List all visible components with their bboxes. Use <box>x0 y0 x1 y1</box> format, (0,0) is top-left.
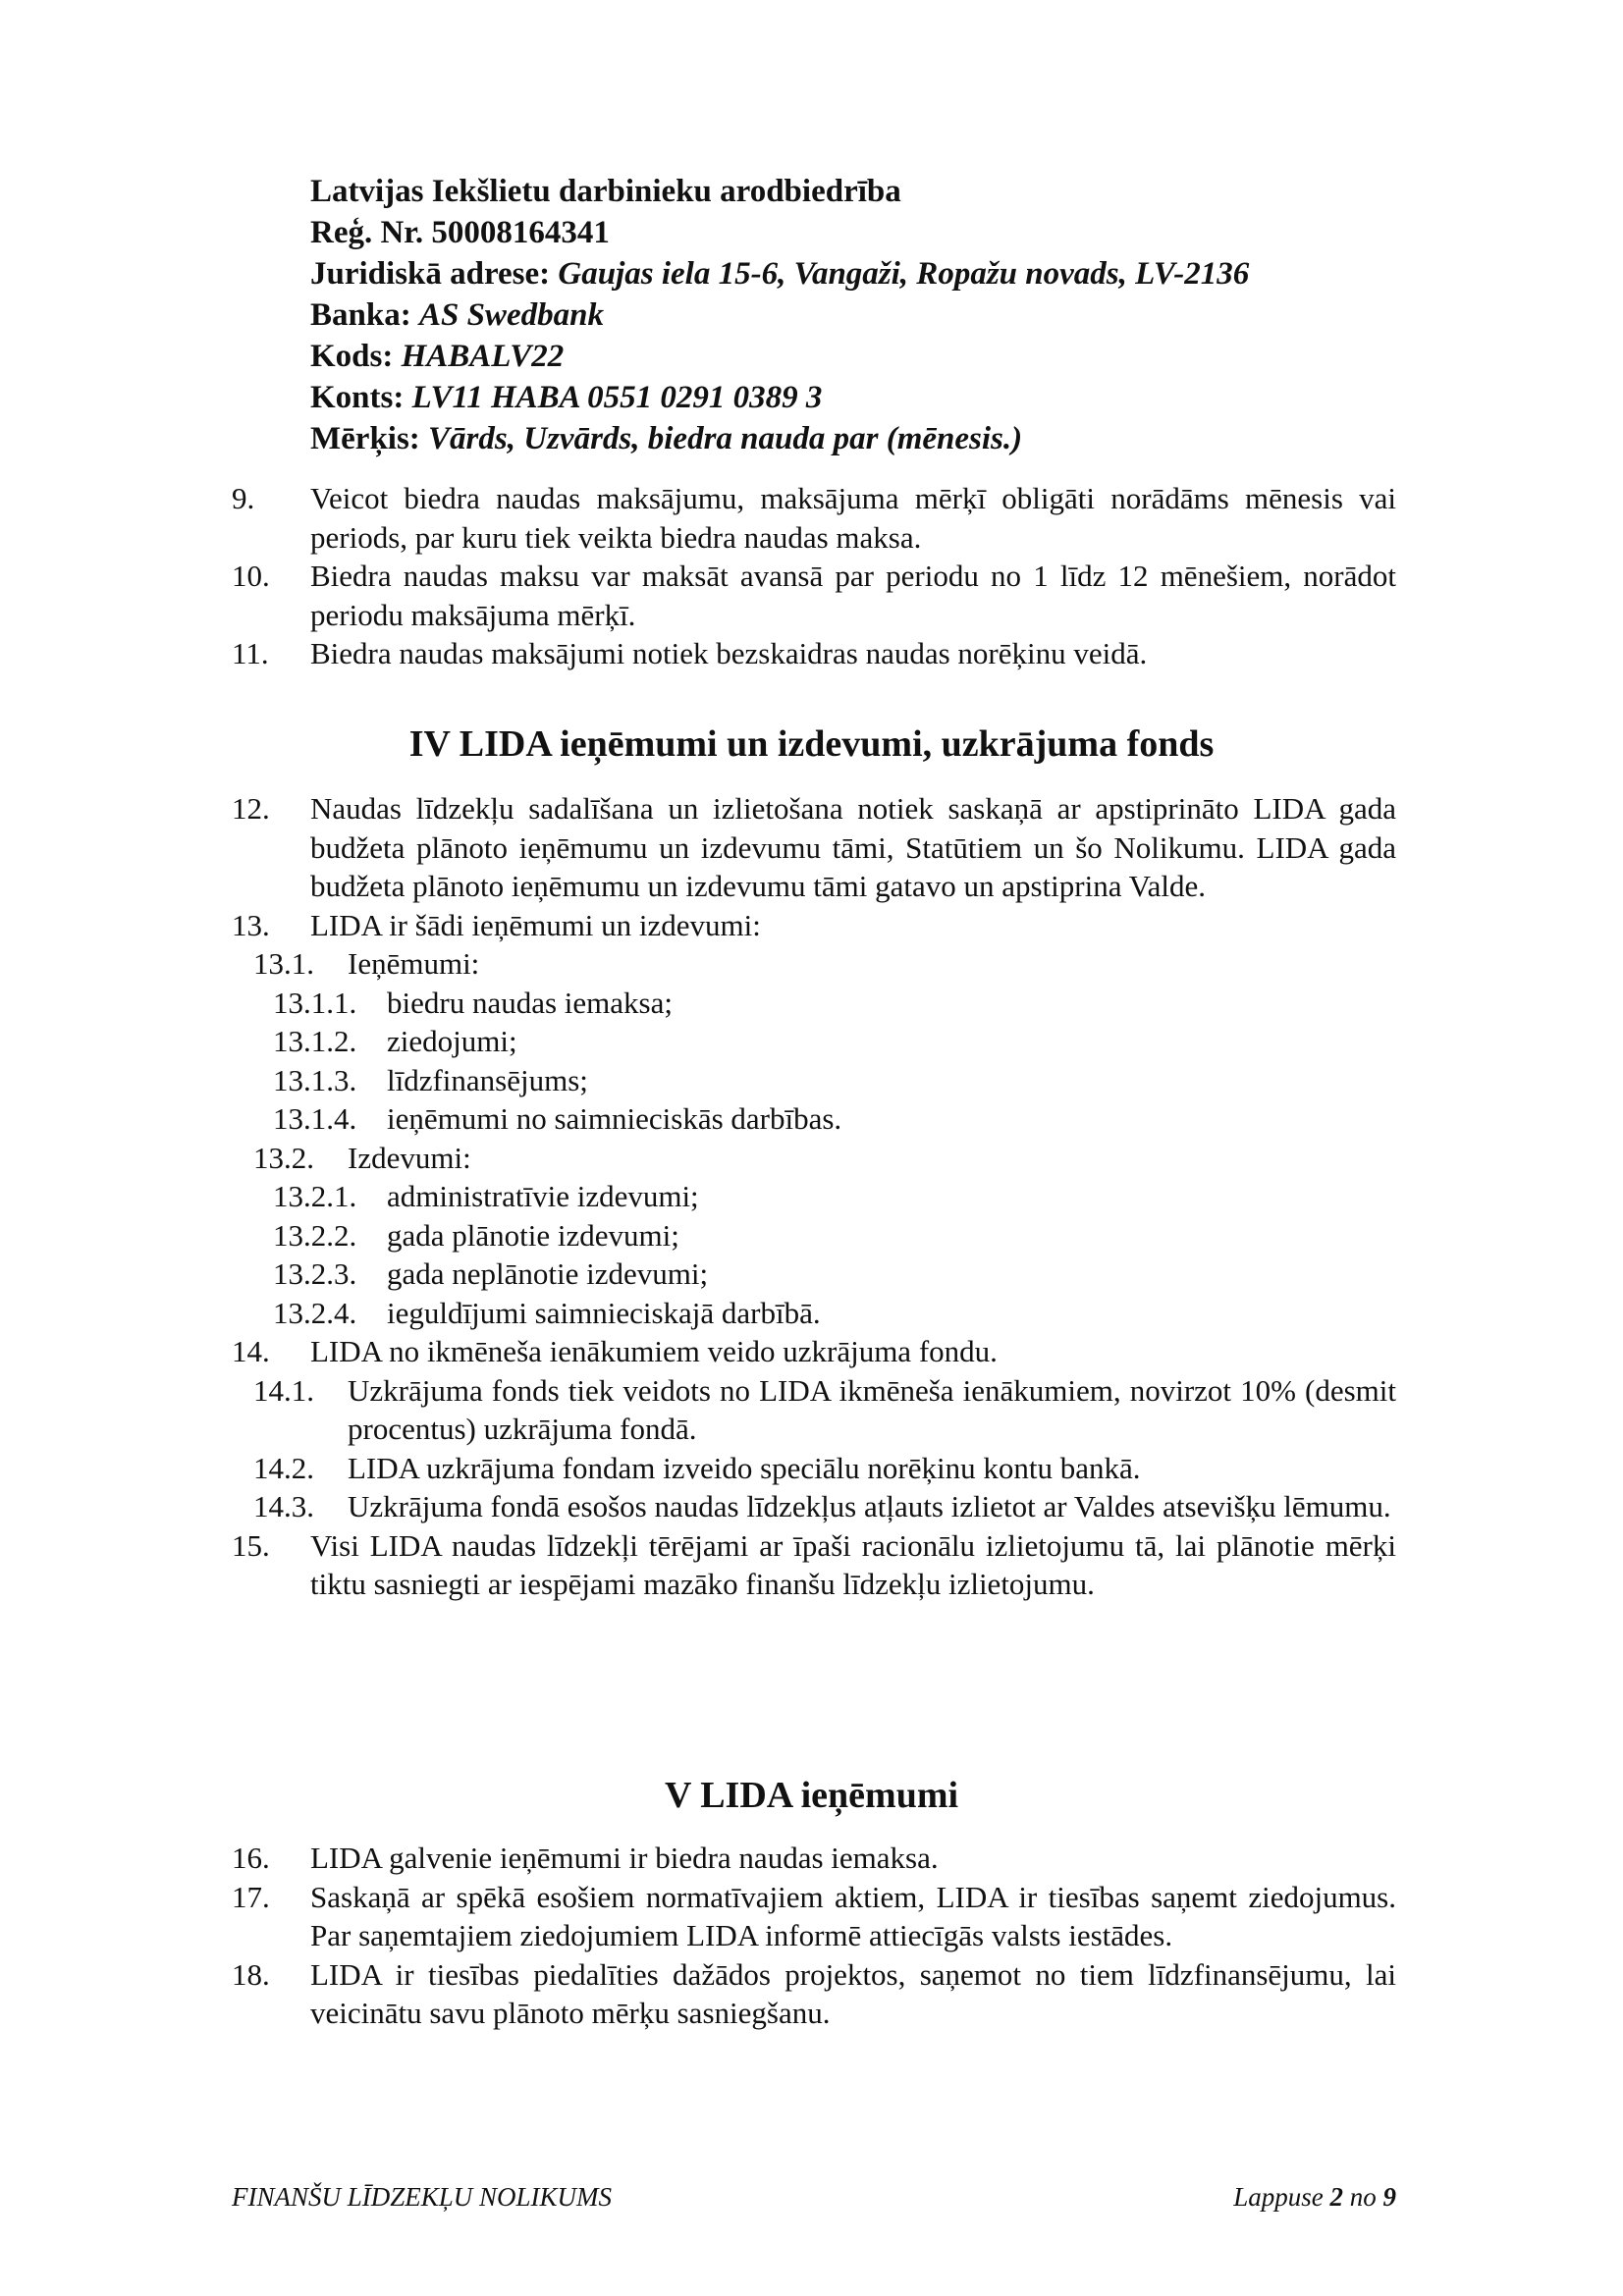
org-payment-purpose <box>310 418 1249 459</box>
org-account <box>310 377 1249 418</box>
clause-subsubitem <box>232 984 1396 1023</box>
clause-text: Uzkrājuma fonds tiek veidots no LIDA ikmēneša ienākumiem, novirzot 10% (desmit procentus) uzkrājuma fondā. <box>348 1372 1396 1446</box>
clause-item <box>232 479 1396 557</box>
clause-number: 13.2.3. <box>273 1256 357 1291</box>
bank-value: AS Swedbank <box>418 297 604 333</box>
page-total: 9 <box>1382 2182 1396 2212</box>
clause-text: LIDA galvenie ieņēmumi ir biedra naudas iemaksa. <box>310 1841 939 1875</box>
clause-text: ziedojumi; <box>387 1024 517 1058</box>
clause-text: Ieņēmumi: <box>348 946 480 981</box>
org-name: Latvijas Iekšlietu darbinieku arodbiedrība <box>310 174 901 209</box>
clause-number: 14. <box>232 1334 270 1368</box>
clause-subitem <box>232 944 1396 984</box>
org-bank-code <box>310 336 1249 377</box>
org-address <box>310 253 1249 294</box>
clause-number: 13.1.3. <box>273 1062 357 1097</box>
clause-subsubitem <box>232 1099 1396 1139</box>
address-label: Juridiskā adrese: <box>310 256 551 292</box>
section-heading-v: V LIDA ieņēmumi <box>664 1775 959 1816</box>
clause-list-membership-fee <box>232 479 1396 673</box>
address-value: Gaujas iela 15-6, Vangaži, Ropažu novads, LV-2136 <box>558 256 1250 292</box>
clause-number: 14.3. <box>253 1489 314 1523</box>
clause-number: 13.1.2. <box>273 1024 357 1058</box>
clause-text: LIDA ir tiesības piedalīties dažādos projektos, saņemot no tiem līdzfinansējumu, lai veicinātu savu plānoto mērķu sasniegšanu. <box>310 1956 1396 2030</box>
clause-item <box>232 906 1396 945</box>
bank-label: Banka: <box>310 297 411 333</box>
page-current: 2 <box>1329 2182 1343 2212</box>
clause-number: 17. <box>232 1879 270 1914</box>
clause-text: līdzfinansējums; <box>387 1062 588 1097</box>
clause-subsubitem <box>232 1177 1396 1216</box>
purpose-label: Mērķis: <box>310 421 420 456</box>
clause-text: Veicot biedra naudas maksājumu, maksājuma mērķī obligāti norādāms mēnesis vai periods, par kuru tiek veikta biedra naudas maksa. <box>310 481 1396 555</box>
clause-subsubitem <box>232 1294 1396 1333</box>
account-value: LV11 HABA 0551 0291 0389 3 <box>411 380 823 415</box>
clause-number: 18. <box>232 1956 270 1992</box>
clause-number: 9. <box>232 481 255 515</box>
clause-number: 11. <box>232 636 269 670</box>
clause-text: LIDA no ikmēneša ienākumiem veido uzkrājuma fondu. <box>310 1334 998 1368</box>
clause-text: Biedra naudas maksājumi notiek bezskaidras naudas norēķinu veidā. <box>310 636 1148 670</box>
clause-text: ieņēmumi no saimnieciskās darbības. <box>387 1101 842 1136</box>
clause-subsubitem <box>232 1061 1396 1100</box>
account-label: Konts: <box>310 380 405 415</box>
clause-item <box>232 1332 1396 1371</box>
clause-text: Uzkrājuma fondā esošos naudas līdzekļus atļauts izlietot ar Valdes atsevišķu lēmumu. <box>348 1489 1391 1523</box>
footer-document-title: FINANŠU LĪDZEKĻU NOLIKUMS <box>232 2182 613 2212</box>
purpose-value: Vārds, Uzvārds, biedra nauda par (mēnesis.) <box>428 421 1023 456</box>
clause-number: 13.2.4. <box>273 1295 357 1330</box>
clause-item <box>232 1878 1396 1955</box>
clause-text: LIDA uzkrājuma fondam izveido speciālu norēķinu kontu bankā. <box>348 1450 1141 1485</box>
clause-number: 14.1. <box>253 1372 314 1408</box>
clause-text: administratīvie izdevumi; <box>387 1179 699 1213</box>
clause-number: 13. <box>232 907 270 942</box>
clause-text: LIDA ir šādi ieņēmumi un izdevumi: <box>310 907 761 942</box>
clause-item <box>232 634 1396 673</box>
clause-text: Izdevumi: <box>348 1140 471 1175</box>
clause-number: 13.1. <box>253 946 314 981</box>
clause-text: biedru naudas iemaksa; <box>387 985 673 1020</box>
clause-subsubitem <box>232 1255 1396 1294</box>
clause-number: 13.2.1. <box>273 1179 357 1213</box>
section-heading-iv: IV LIDA ieņēmumi un izdevumi, uzkrājuma fonds <box>408 723 1215 765</box>
org-registration-number: Reģ. Nr. 50008164341 <box>310 215 610 250</box>
clause-subitem <box>232 1371 1396 1449</box>
clause-number: 13.1.1. <box>273 985 357 1020</box>
clause-text: gada neplānotie izdevumi; <box>387 1256 709 1291</box>
footer-page-number <box>1233 2181 1396 2213</box>
clause-text: ieguldījumi saimnieciskajā darbībā. <box>387 1295 821 1330</box>
clause-item <box>232 1839 1396 1878</box>
clause-item <box>232 557 1396 634</box>
clause-number: 14.2. <box>253 1450 314 1485</box>
clause-item <box>232 1526 1396 1604</box>
clause-number: 13.1.4. <box>273 1101 357 1136</box>
clause-subitem <box>232 1139 1396 1178</box>
clause-text: gada plānotie izdevumi; <box>387 1217 679 1253</box>
clause-number: 15. <box>232 1527 270 1563</box>
page-word: Lappuse <box>1233 2182 1324 2212</box>
code-label: Kods: <box>310 339 394 374</box>
clause-text: Biedra naudas maksu var maksāt avansā par periodu no 1 līdz 12 mēnešiem, norādot periodu maksājuma mērķī. <box>310 559 1396 632</box>
clause-subsubitem <box>232 1022 1396 1061</box>
clause-number: 12. <box>232 791 270 826</box>
clause-text: Saskaņā ar spēkā esošiem normatīvajiem aktiem, LIDA ir tiesības saņemt ziedojumus. Par saņemtajiem ziedojumiem LIDA informē attiecīgās valsts iestādes. <box>310 1879 1396 1952</box>
clause-number: 10. <box>232 559 270 593</box>
clause-subitem <box>232 1449 1396 1488</box>
clause-list-income <box>232 1839 1396 2033</box>
page-of: no <box>1349 2182 1377 2212</box>
clause-item <box>232 789 1396 906</box>
code-value: HABALV22 <box>401 339 565 374</box>
organization-info-block <box>310 171 1249 459</box>
clause-number: 13.2.2. <box>273 1217 357 1253</box>
clause-subitem <box>232 1487 1396 1526</box>
clause-text: Visi LIDA naudas līdzekļi tērējami ar īpaši racionālu izlietojumu tā, lai plānotie mērķi tiktu sasniegti ar iespējami mazāko finanšu līdzekļu izlietojumu. <box>310 1527 1396 1601</box>
clause-list-income-expenses <box>232 789 1396 1604</box>
clause-number: 13.2. <box>253 1140 314 1175</box>
clause-number: 16. <box>232 1841 270 1875</box>
clause-subsubitem <box>232 1216 1396 1255</box>
clause-text: Naudas līdzekļu sadalīšana un izlietošana notiek saskaņā ar apstiprināto LIDA gada budžeta plānoto ieņēmumu un izdevumu tāmi, Statūtiem un šo Nolikumu. LIDA gada budžeta plānoto ieņēmumu un izdevumu tāmi gatavo un apstiprina Valde. <box>310 791 1396 903</box>
clause-item <box>232 1955 1396 2033</box>
org-bank <box>310 294 1249 336</box>
